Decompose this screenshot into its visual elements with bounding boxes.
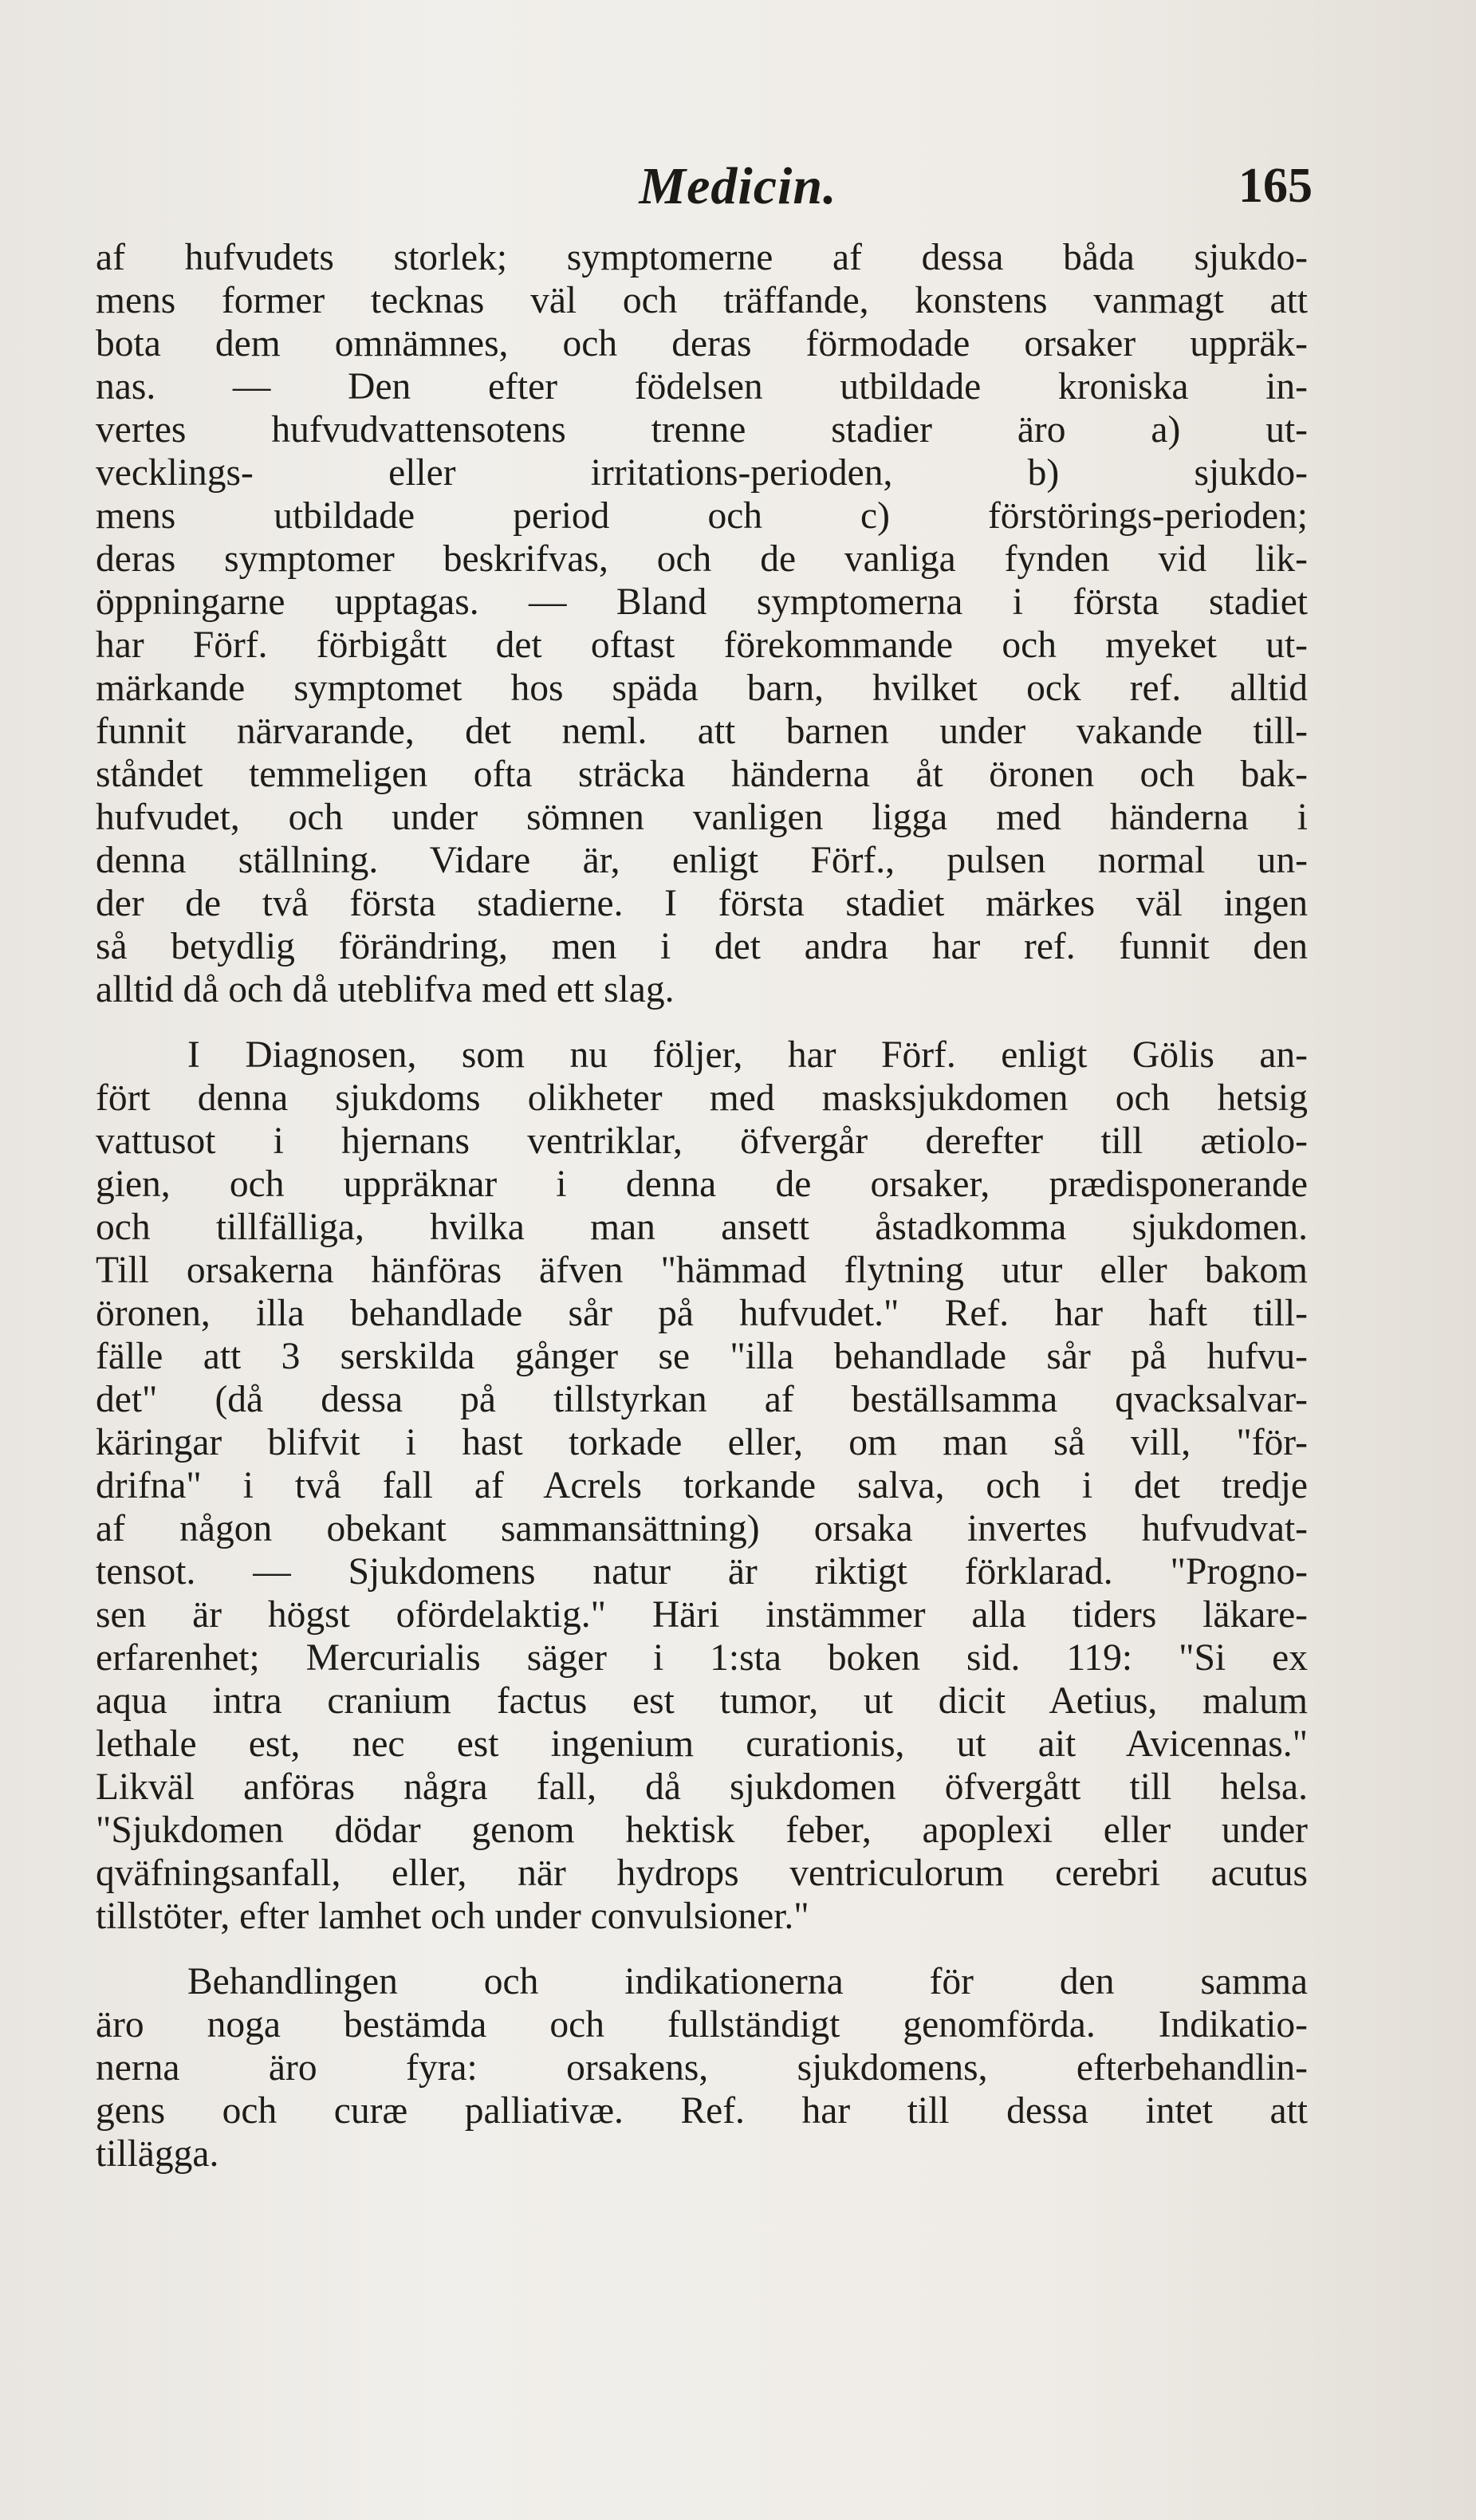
text-line: deras symptomer beskrifvas, och de vanliga fynden vid lik- — [96, 538, 1308, 580]
text-line: nas. — Den efter födelsen utbildade kroniska in- — [96, 366, 1308, 408]
text-line: "Sjukdomen dödar genom hektisk feber, apoplexi eller under — [96, 1809, 1308, 1851]
text-line: I Diagnosen, som nu följer, har Förf. enligt Gölis an- — [187, 1034, 1308, 1076]
text-line: mens former tecknas väl och träffande, konstens vanmagt att — [96, 280, 1308, 321]
text-line: har Förf. förbigått det oftast förekommande och myeket ut- — [96, 624, 1308, 666]
text-line: Likväl anföras några fall, då sjukdomen öfvergått till helsa. — [96, 1766, 1308, 1808]
text-line: lethale est, nec est ingenium curationis, ut ait Avicennas." — [96, 1723, 1308, 1765]
text-line: tensot. — Sjukdomens natur är riktigt förklarad. "Progno- — [96, 1551, 1308, 1593]
paragraph — [96, 236, 1308, 1011]
paragraph-gap — [96, 1938, 1308, 1960]
text-line: denna ställning. Vidare är, enligt Förf., pulsen normal un- — [96, 840, 1308, 881]
text-line: öronen, illa behandlade sår på hufvudet." Ref. har haft till- — [96, 1293, 1308, 1334]
text-line: bota dem omnämnes, och deras förmodade orsaker uppräk- — [96, 323, 1308, 364]
paragraph-gap — [96, 1011, 1308, 1034]
text-line: fälle att 3 serskilda gånger se "illa behandlade sår på hufvu- — [96, 1336, 1308, 1377]
text-line: gens och curæ palliativæ. Ref. har till dessa intet att — [96, 2090, 1308, 2132]
text-line: äro noga bestämda och fullständigt genomförda. Indikatio- — [96, 2004, 1308, 2046]
text-line: käringar blifvit i hast torkade eller, om man så vill, "för- — [96, 1422, 1308, 1463]
paragraph — [96, 1034, 1308, 1938]
text-line: af hufvudets storlek; symptomerne af dessa båda sjukdo- — [96, 237, 1308, 278]
text-line: qväfningsanfall, eller, när hydrops ventriculorum cerebri acutus — [96, 1853, 1308, 1894]
text-line: der de två första stadierne. I första stadiet märkes väl ingen — [96, 883, 1308, 924]
text-line: det" (då dessa på tillstyrkan af beställsamma qvacksalvar- — [96, 1379, 1308, 1420]
running-title: Medicin. — [639, 157, 837, 215]
text-line: vattusot i hjernans ventriklar, öfvergår derefter till ætiolo- — [96, 1120, 1308, 1162]
text-line: ståndet temmeligen ofta sträcka händerna åt öronen och bak- — [96, 754, 1308, 795]
page-header — [0, 156, 1476, 220]
text-line: hufvudet, och under sömnen vanligen ligga med händerna i — [96, 797, 1308, 838]
page-number: 165 — [1238, 159, 1313, 213]
body-text — [96, 236, 1308, 2175]
text-line: vertes hufvudvattensotens trenne stadier äro a) ut- — [96, 409, 1308, 451]
text-line: tillstöter, efter lamhet och under convulsioner." — [96, 1896, 809, 1937]
text-line: vecklings- eller irritations-perioden, b) sjukdo- — [96, 452, 1308, 494]
text-line: öppningarne upptagas. — Bland symptomerna i första stadiet — [96, 581, 1308, 623]
text-line: mens utbildade period och c) förstörings-perioden; — [96, 495, 1308, 537]
text-line: tillägga. — [96, 2133, 219, 2175]
text-line: funnit närvarande, det neml. att barnen under vakande till- — [96, 711, 1308, 752]
text-line: drifna" i två fall af Acrels torkande salva, och i det tredje — [96, 1465, 1308, 1506]
text-line: aqua intra cranium factus est tumor, ut dicit Aetius, malum — [96, 1680, 1308, 1722]
text-line: Till orsakerna hänföras äfven "hämmad flytning utur eller bakom — [96, 1250, 1308, 1291]
text-line: af någon obekant sammansättning) orsaka invertes hufvudvat- — [96, 1508, 1308, 1549]
text-line: så betydlig förändring, men i det andra har ref. funnit den — [96, 926, 1308, 967]
text-line: gien, och uppräknar i denna de orsaker, prædisponerande — [96, 1164, 1308, 1205]
text-line: sen är högst ofördelaktig." Häri instämmer alla tiders läkare- — [96, 1594, 1308, 1636]
text-line: erfarenhet; Mercurialis säger i 1:sta boken sid. 119: "Si ex — [96, 1637, 1308, 1679]
text-line: alltid då och då uteblifva med ett slag. — [96, 969, 675, 1010]
text-line: och tillfälliga, hvilka man ansett åstadkomma sjukdomen. — [96, 1207, 1308, 1248]
text-line: Behandlingen och indikationerna för den samma — [187, 1961, 1308, 2002]
text-line: fört denna sjukdoms olikheter med masksjukdomen och hetsig — [96, 1077, 1308, 1119]
paragraph — [96, 1960, 1308, 2175]
text-line: nerna äro fyra: orsakens, sjukdomens, efterbehandlin- — [96, 2047, 1308, 2089]
text-line: märkande symptomet hos späda barn, hvilket ock ref. alltid — [96, 667, 1308, 709]
